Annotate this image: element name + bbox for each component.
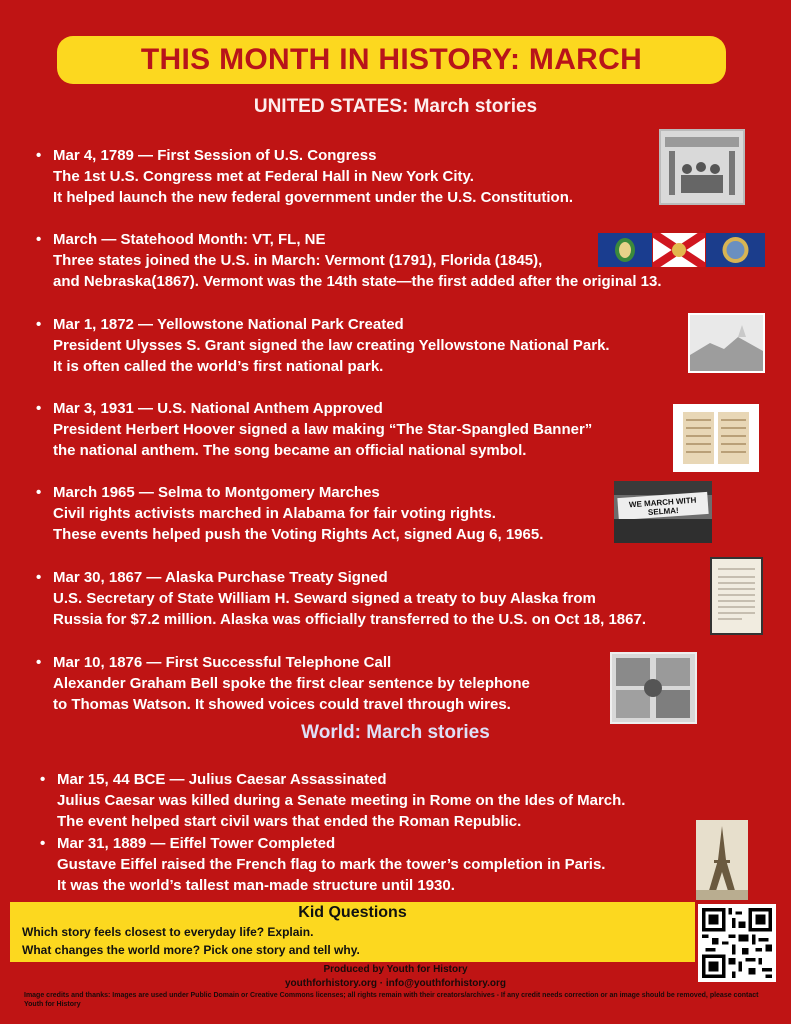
story-line: It is often called the world’s first national park.: [53, 358, 384, 375]
produced-by: Produced by Youth for History: [323, 964, 468, 975]
story-yellowstone: [36, 314, 610, 377]
story-headline: March 1965 — Selma to Montgomery Marches: [53, 484, 380, 501]
kid-questions-box: [10, 902, 695, 962]
story-congress: [36, 145, 573, 208]
story-line: Civil rights activists marched in Alabama for fair voting rights.: [53, 505, 496, 522]
title-banner: [57, 36, 726, 84]
story-line: Three states joined the U.S. in March: Vermont (1791), Florida (1845),: [53, 252, 543, 269]
bullet-icon: •: [36, 569, 42, 586]
bullet-icon: •: [36, 654, 42, 671]
story-headline: March — Statehood Month: VT, FL, NE: [53, 231, 326, 248]
story-headline: Mar 3, 1931 — U.S. National Anthem Approved: [53, 400, 383, 417]
story-line: President Ulysses S. Grant signed the law creating Yellowstone National Park.: [53, 337, 610, 354]
bullet-icon: •: [36, 316, 42, 333]
story-selma: [36, 482, 543, 545]
story-line: It helped launch the new federal government under the U.S. Constitution.: [53, 189, 574, 206]
story-statehood: [36, 229, 662, 292]
selma-banner-text: WE MARCH WITH SELMA!: [628, 495, 697, 518]
story-telephone: [36, 652, 530, 715]
image-credits: Image credits and thanks: Images are used under Public Domain or Creative Commons licenses; all rights remain with their creators/archives - If any credit needs correction or an image should be removed, please contact Youth for History: [24, 992, 759, 1008]
story-line: President Herbert Hoover signed a law making “The Star-Spangled Banner”: [53, 421, 593, 438]
alaska-treaty-document-image: [710, 557, 763, 635]
story-headline: Mar 30, 1867 — Alaska Purchase Treaty Signed: [53, 569, 388, 586]
story-anthem: [36, 398, 592, 461]
story-line: the national anthem. The song became an official national symbol.: [53, 442, 527, 459]
anthem-sheet-music-image: [673, 404, 759, 472]
us-section-heading: UNITED STATES: March stories: [253, 96, 538, 117]
story-line: and Nebraska(1867). Vermont was the 14th state—the first added after the original 13.: [53, 273, 662, 290]
bullet-icon: •: [36, 231, 42, 248]
contact-line[interactable]: youthforhistory.org · info@youthforhistory.org: [284, 978, 507, 989]
story-alaska: [36, 567, 646, 630]
yellowstone-image: [688, 313, 765, 373]
story-line: Gustave Eiffel raised the French flag to mark the tower’s completion in Paris.: [57, 856, 606, 873]
story-line: It was the world’s tallest man-made structure until 1930.: [57, 877, 455, 894]
story-line: Julius Caesar was killed during a Senate meeting in Rome on the Ides of March.: [57, 792, 626, 809]
telephone-engraving-image: [610, 652, 697, 724]
world-section-heading: World: March stories: [301, 722, 490, 743]
story-line: U.S. Secretary of State William H. Seward signed a treaty to buy Alaska from: [53, 590, 596, 607]
story-line: The 1st U.S. Congress met at Federal Hall in New York City.: [53, 168, 474, 185]
story-line: Alexander Graham Bell spoke the first clear sentence by telephone: [53, 675, 530, 692]
story-headline: Mar 31, 1889 — Eiffel Tower Completed: [57, 835, 336, 852]
kid-question-1: Which story feels closest to everyday life? Explain.: [22, 925, 314, 939]
story-headline: Mar 1, 1872 — Yellowstone National Park Created: [53, 316, 404, 333]
bullet-icon: •: [36, 484, 42, 501]
nebraska-flag-icon: [706, 233, 765, 267]
selma-march-image: [614, 481, 712, 543]
bullet-icon: •: [40, 771, 46, 788]
eiffel-tower-image: [696, 820, 748, 900]
story-line: These events helped push the Voting Rights Act, signed Aug 6, 1965.: [53, 526, 544, 543]
bullet-icon: •: [36, 147, 42, 164]
page-title: THIS MONTH IN HISTORY: MARCH: [140, 43, 643, 76]
story-line: Russia for $7.2 million. Alaska was officially transferred to the U.S. on Oct 18, 1867.: [53, 611, 646, 628]
story-caesar: [40, 769, 625, 832]
kid-questions-heading: Kid Questions: [298, 904, 407, 921]
story-headline: Mar 10, 1876 — First Successful Telephone Call: [53, 654, 392, 671]
story-headline: Mar 4, 1789 — First Session of U.S. Congress: [53, 147, 377, 164]
story-headline: Mar 15, 44 BCE — Julius Caesar Assassinated: [57, 771, 387, 788]
kid-question-2: What changes the world more? Pick one story and tell why.: [22, 943, 360, 957]
florida-flag-icon: [653, 233, 705, 267]
story-eiffel: [40, 833, 605, 896]
vermont-flag-icon: [598, 233, 652, 267]
story-line: to Thomas Watson. It showed voices could travel through wires.: [53, 696, 511, 713]
story-line: The event helped start civil wars that ended the Roman Republic.: [57, 813, 522, 830]
congress-engraving-image: [659, 129, 745, 205]
bullet-icon: •: [40, 835, 46, 852]
bullet-icon: •: [36, 400, 42, 417]
